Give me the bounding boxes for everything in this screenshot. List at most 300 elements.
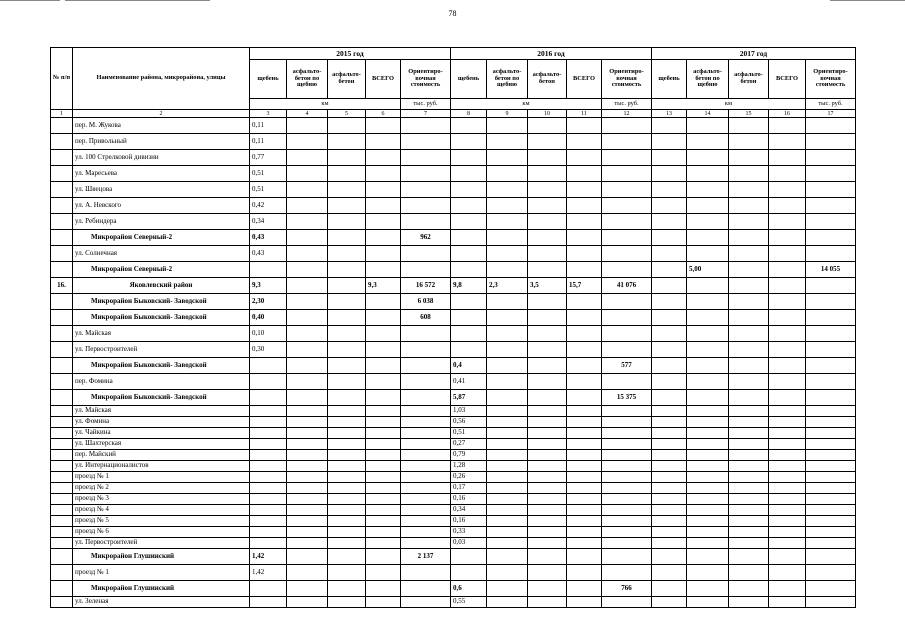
row-name: Яковлевский район: [73, 278, 250, 294]
row-value: [366, 342, 401, 358]
row-value: 0,43: [250, 246, 287, 262]
row-value: [487, 516, 528, 527]
row-value: [250, 516, 287, 527]
row-value: [328, 439, 366, 450]
row-value: [287, 342, 328, 358]
row-value: [366, 166, 401, 182]
row-number: [51, 310, 73, 326]
row-value: [602, 428, 652, 439]
row-value: [528, 358, 567, 374]
row-value: [806, 198, 856, 214]
row-value: [567, 246, 602, 262]
row-value: 0,40: [250, 310, 287, 326]
row-value: [487, 505, 528, 516]
row-value: [401, 450, 451, 461]
row-value: [528, 118, 567, 134]
row-value: [652, 262, 687, 278]
row-value: 1,03: [451, 406, 487, 417]
row-number: 16.: [51, 278, 73, 294]
row-number: [51, 527, 73, 538]
row-value: 9,3: [366, 278, 401, 294]
header-row-numbers: [51, 110, 856, 118]
header-unit-cost: тыс. руб.: [806, 99, 856, 110]
row-value: 0,17: [451, 483, 487, 494]
header-year-1: 2015 год: [250, 48, 451, 60]
row-value: [652, 472, 687, 483]
row-value: [528, 527, 567, 538]
table-row: [51, 134, 856, 150]
row-value: [687, 294, 729, 310]
row-value: [250, 472, 287, 483]
row-value: [769, 278, 806, 294]
header-col-number: 3: [250, 110, 287, 118]
row-value: [328, 230, 366, 246]
row-value: [687, 461, 729, 472]
row-value: [729, 230, 769, 246]
row-value: [769, 439, 806, 450]
row-value: [806, 230, 856, 246]
row-value: [287, 198, 328, 214]
header-col-number: 16: [769, 110, 806, 118]
header-subcol: асфальто-бетон: [729, 60, 769, 99]
row-value: [567, 118, 602, 134]
row-value: [287, 150, 328, 166]
row-value: [729, 494, 769, 505]
row-value: [487, 182, 528, 198]
row-value: [769, 118, 806, 134]
row-name: проезд № 2: [73, 483, 250, 494]
row-value: [451, 150, 487, 166]
row-value: [328, 505, 366, 516]
row-name: ул. А. Невского: [73, 198, 250, 214]
row-value: [487, 527, 528, 538]
row-value: [729, 428, 769, 439]
row-value: [366, 294, 401, 310]
row-name: Микрорайон Быковский- Заводской: [73, 390, 250, 406]
row-value: 0,4: [451, 358, 487, 374]
row-value: [567, 182, 602, 198]
row-value: [687, 374, 729, 390]
row-value: [729, 581, 769, 597]
row-value: [652, 230, 687, 246]
row-value: 0,10: [250, 326, 287, 342]
row-value: [769, 374, 806, 390]
row-value: [366, 390, 401, 406]
row-value: [287, 118, 328, 134]
row-number: [51, 342, 73, 358]
row-value: [328, 182, 366, 198]
row-value: [366, 565, 401, 581]
row-value: [652, 198, 687, 214]
row-value: [366, 214, 401, 230]
row-value: [602, 262, 652, 278]
row-value: [401, 406, 451, 417]
row-value: [687, 358, 729, 374]
row-value: [729, 374, 769, 390]
row-value: [287, 450, 328, 461]
row-value: [769, 461, 806, 472]
row-value: [366, 150, 401, 166]
row-value: [806, 565, 856, 581]
row-name: проезд № 1: [73, 565, 250, 581]
row-name: ул. 100 Стрелковой дивизии: [73, 150, 250, 166]
row-value: [769, 597, 806, 608]
header-subcol: асфальто-бетон: [328, 60, 366, 99]
row-value: [487, 342, 528, 358]
row-value: [487, 166, 528, 182]
row-value: [401, 472, 451, 483]
table-row: [51, 483, 856, 494]
row-number: [51, 406, 73, 417]
row-value: [567, 450, 602, 461]
header-year-2: 2016 год: [451, 48, 652, 60]
row-value: [769, 565, 806, 581]
row-value: [328, 262, 366, 278]
row-value: [729, 166, 769, 182]
row-value: [567, 262, 602, 278]
row-value: [567, 294, 602, 310]
row-number: [51, 417, 73, 428]
row-value: [769, 472, 806, 483]
row-value: [250, 358, 287, 374]
header-col-number: 12: [602, 110, 652, 118]
row-value: [366, 450, 401, 461]
row-value: [451, 262, 487, 278]
table-row: [51, 549, 856, 565]
row-value: [652, 326, 687, 342]
header-subcol: ВСЕГО: [366, 60, 401, 99]
table-row: [51, 472, 856, 483]
row-value: [328, 118, 366, 134]
row-value: [602, 406, 652, 417]
header-subcol: Ориентиро-вочная стоимость: [602, 60, 652, 99]
row-value: [729, 294, 769, 310]
header-col-number: 6: [366, 110, 401, 118]
row-value: [287, 581, 328, 597]
row-value: 15,7: [567, 278, 602, 294]
row-value: [806, 358, 856, 374]
row-number: [51, 494, 73, 505]
row-value: [528, 428, 567, 439]
row-value: [328, 198, 366, 214]
row-value: [687, 310, 729, 326]
row-value: [287, 246, 328, 262]
row-value: [652, 450, 687, 461]
row-value: [602, 565, 652, 581]
row-value: [328, 150, 366, 166]
row-value: [528, 246, 567, 262]
row-value: [806, 278, 856, 294]
row-value: [687, 516, 729, 527]
row-value: [567, 581, 602, 597]
row-value: [687, 134, 729, 150]
row-value: [687, 246, 729, 262]
row-value: [729, 505, 769, 516]
row-value: [328, 450, 366, 461]
header-subcol: асфальто-бетон по щебню: [287, 60, 328, 99]
row-number: [51, 549, 73, 565]
row-value: [528, 342, 567, 358]
header-unit-cost: тыс. руб.: [602, 99, 652, 110]
row-value: [602, 310, 652, 326]
table-row: [51, 326, 856, 342]
row-value: [687, 118, 729, 134]
row-value: [287, 549, 328, 565]
row-value: [687, 483, 729, 494]
row-value: [401, 134, 451, 150]
row-value: [729, 597, 769, 608]
row-number: [51, 597, 73, 608]
row-value: [328, 461, 366, 472]
row-value: [806, 214, 856, 230]
row-value: 0,41: [451, 374, 487, 390]
row-value: [769, 390, 806, 406]
row-value: [401, 326, 451, 342]
row-name: ул. Майская: [73, 326, 250, 342]
row-number: [51, 150, 73, 166]
row-value: [652, 182, 687, 198]
row-value: [287, 439, 328, 450]
row-value: [487, 565, 528, 581]
row-value: [602, 198, 652, 214]
row-value: [687, 390, 729, 406]
row-value: [287, 483, 328, 494]
row-number: [51, 214, 73, 230]
row-value: [250, 483, 287, 494]
row-value: 0,34: [451, 505, 487, 516]
header-col-number: 8: [451, 110, 487, 118]
row-value: [652, 483, 687, 494]
row-number: [51, 565, 73, 581]
row-value: [729, 262, 769, 278]
row-value: [328, 358, 366, 374]
row-value: [451, 134, 487, 150]
row-value: [287, 428, 328, 439]
row-value: [729, 246, 769, 262]
row-value: [652, 516, 687, 527]
row-value: [602, 166, 652, 182]
row-value: 0,55: [451, 597, 487, 608]
row-value: [366, 406, 401, 417]
row-value: [487, 214, 528, 230]
row-number: [51, 450, 73, 461]
row-name: Микрорайон Быковский- Заводской: [73, 358, 250, 374]
row-value: [487, 118, 528, 134]
row-value: [366, 182, 401, 198]
row-value: [567, 597, 602, 608]
header-col-num: № п/п: [51, 48, 73, 110]
row-value: [328, 326, 366, 342]
row-value: [366, 505, 401, 516]
row-value: [487, 494, 528, 505]
row-value: [687, 494, 729, 505]
row-value: [567, 549, 602, 565]
row-name: Микрорайон Северный-2: [73, 262, 250, 278]
row-value: [328, 565, 366, 581]
row-value: [366, 262, 401, 278]
row-value: [652, 538, 687, 549]
row-value: [567, 326, 602, 342]
row-value: [806, 374, 856, 390]
row-value: [250, 494, 287, 505]
row-value: [401, 439, 451, 450]
table-row: [51, 406, 856, 417]
row-value: [806, 505, 856, 516]
row-value: [528, 538, 567, 549]
row-value: [528, 417, 567, 428]
row-value: [287, 461, 328, 472]
row-value: [487, 417, 528, 428]
row-value: [687, 230, 729, 246]
row-value: [451, 166, 487, 182]
row-value: [528, 406, 567, 417]
row-value: [528, 461, 567, 472]
row-value: [366, 439, 401, 450]
row-value: [769, 326, 806, 342]
row-value: [729, 278, 769, 294]
row-number: [51, 505, 73, 516]
row-value: [366, 326, 401, 342]
row-value: [567, 483, 602, 494]
table-row: [51, 150, 856, 166]
row-number: [51, 516, 73, 527]
row-value: [567, 150, 602, 166]
row-value: [567, 406, 602, 417]
row-value: [401, 198, 451, 214]
row-number: [51, 246, 73, 262]
row-value: [652, 374, 687, 390]
row-value: [451, 182, 487, 198]
row-value: [401, 390, 451, 406]
row-value: [567, 505, 602, 516]
row-value: [806, 483, 856, 494]
table-row: [51, 374, 856, 390]
header-subcol: асфальто-бетон по щебню: [487, 60, 528, 99]
row-value: [487, 262, 528, 278]
row-value: [687, 150, 729, 166]
row-value: [287, 516, 328, 527]
row-value: [528, 134, 567, 150]
row-value: [729, 150, 769, 166]
row-value: [528, 516, 567, 527]
row-value: 5,87: [451, 390, 487, 406]
row-value: [287, 390, 328, 406]
row-value: [287, 538, 328, 549]
row-value: [687, 472, 729, 483]
row-value: [487, 326, 528, 342]
row-value: 0,77: [250, 150, 287, 166]
table-row: [51, 118, 856, 134]
row-name: ул. Фомина: [73, 417, 250, 428]
row-value: [487, 230, 528, 246]
row-value: [567, 374, 602, 390]
header-col-number: 10: [528, 110, 567, 118]
row-name: проезд № 3: [73, 494, 250, 505]
row-value: [250, 374, 287, 390]
row-value: [328, 549, 366, 565]
row-value: [250, 461, 287, 472]
header-col-number: 17: [806, 110, 856, 118]
row-value: [366, 118, 401, 134]
row-value: [602, 342, 652, 358]
row-value: [729, 406, 769, 417]
table-row: [51, 439, 856, 450]
row-value: [687, 182, 729, 198]
row-value: [652, 310, 687, 326]
table-row: [51, 262, 856, 278]
row-value: [401, 417, 451, 428]
row-number: [51, 483, 73, 494]
row-value: [729, 549, 769, 565]
row-value: [769, 134, 806, 150]
row-value: [729, 516, 769, 527]
row-value: [366, 417, 401, 428]
row-value: [366, 246, 401, 262]
row-value: [687, 527, 729, 538]
row-value: 0,51: [451, 428, 487, 439]
row-value: [687, 214, 729, 230]
row-name: пер. Фомина: [73, 374, 250, 390]
row-value: [287, 417, 328, 428]
row-name: проезд № 6: [73, 527, 250, 538]
row-value: [401, 214, 451, 230]
header-col-number: 15: [729, 110, 769, 118]
row-value: 1,28: [451, 461, 487, 472]
row-value: [652, 150, 687, 166]
row-value: [250, 538, 287, 549]
row-value: [328, 134, 366, 150]
row-value: [602, 374, 652, 390]
row-value: [602, 483, 652, 494]
row-value: 577: [602, 358, 652, 374]
row-value: [652, 278, 687, 294]
row-value: 0,33: [451, 527, 487, 538]
row-value: [806, 406, 856, 417]
row-value: [487, 150, 528, 166]
row-value: [729, 326, 769, 342]
row-value: [806, 417, 856, 428]
table-row: [51, 450, 856, 461]
row-value: [567, 538, 602, 549]
row-value: [652, 246, 687, 262]
row-value: [328, 214, 366, 230]
row-value: [401, 374, 451, 390]
row-value: [806, 461, 856, 472]
row-value: [769, 417, 806, 428]
row-value: [287, 134, 328, 150]
row-value: [806, 246, 856, 262]
row-value: [567, 516, 602, 527]
row-value: [652, 417, 687, 428]
row-value: [567, 472, 602, 483]
row-value: [729, 134, 769, 150]
row-value: [487, 374, 528, 390]
row-value: [729, 450, 769, 461]
row-value: 0,42: [250, 198, 287, 214]
row-value: [806, 549, 856, 565]
row-value: [806, 472, 856, 483]
row-value: 0,43: [250, 230, 287, 246]
row-value: [602, 549, 652, 565]
row-name: Микрорайон Глушинский: [73, 549, 250, 565]
row-value: [769, 527, 806, 538]
row-value: [328, 294, 366, 310]
row-value: [769, 342, 806, 358]
row-name: ул. Первостроителей: [73, 538, 250, 549]
row-value: 2,30: [250, 294, 287, 310]
row-value: [487, 294, 528, 310]
row-value: [250, 597, 287, 608]
